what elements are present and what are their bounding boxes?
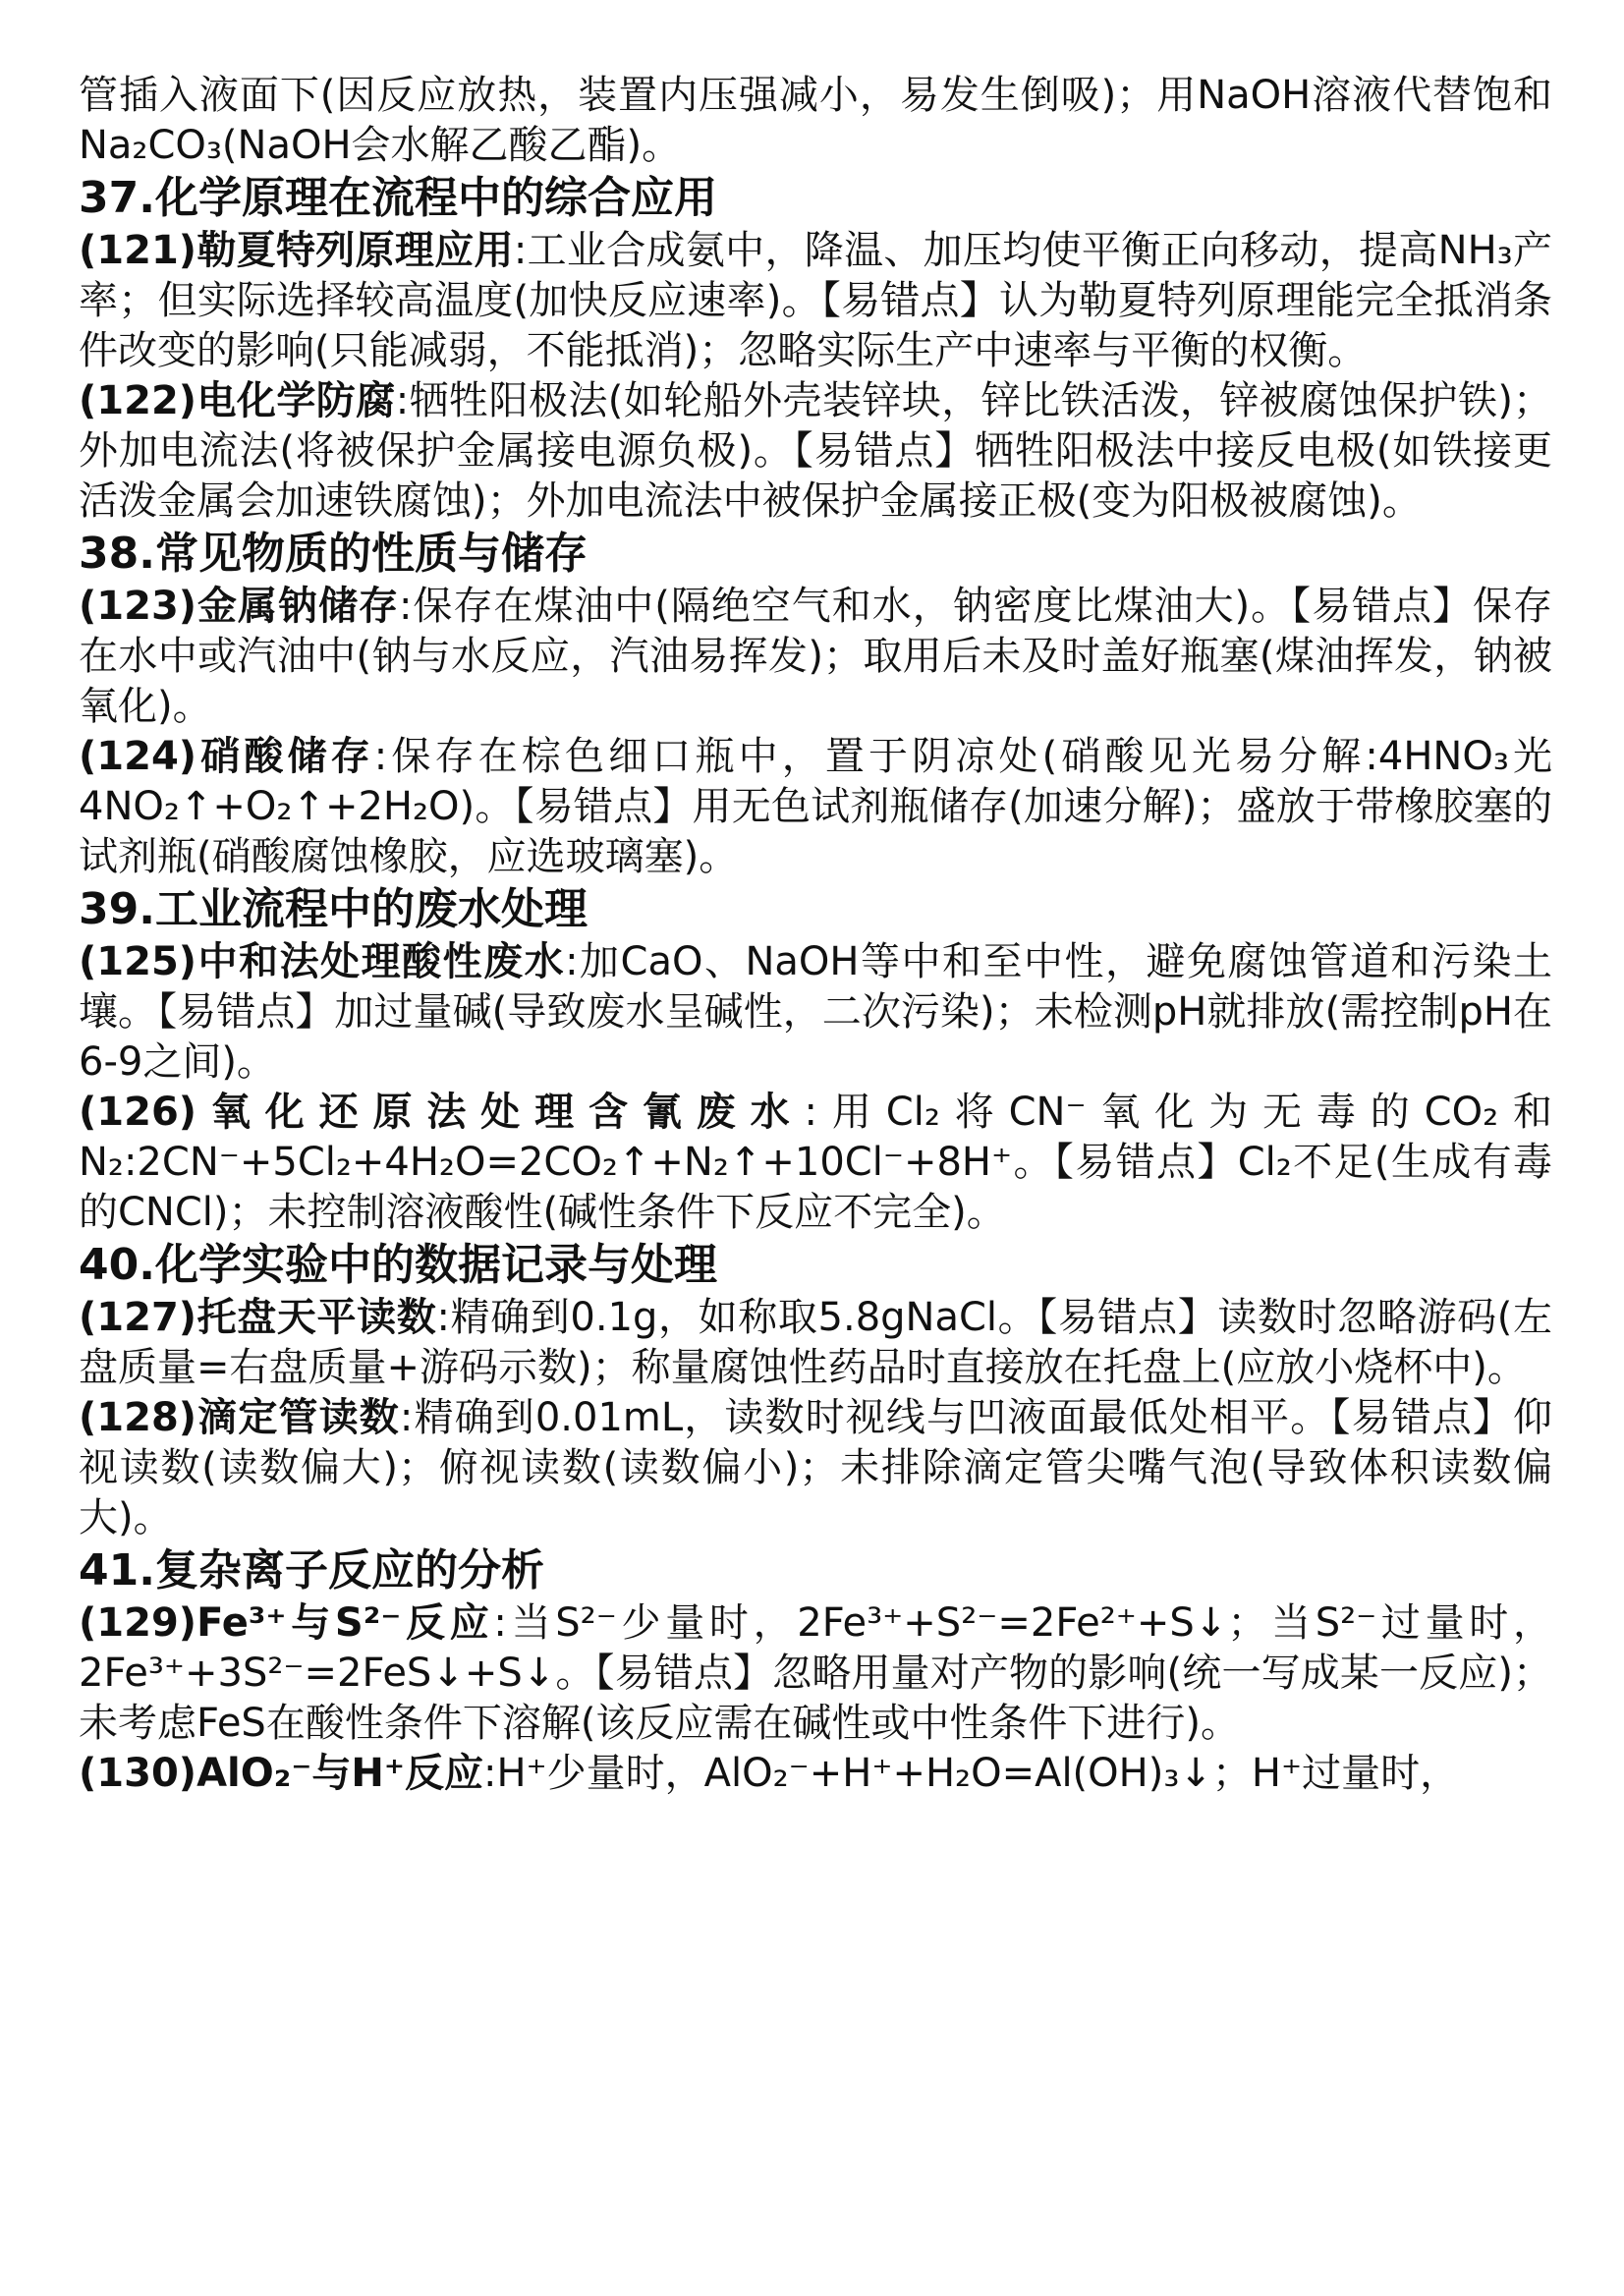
item-130	[79, 1749, 1552, 1799]
section-heading-40: 40.化学实验中的数据记录与处理	[79, 1240, 717, 1290]
item-number: (127)	[79, 1295, 197, 1340]
item-text: :精确到0.01mL，读数时视线与凹液面最低处相平。【易错点】仰视读数(读数偏大)；俯视读数(读数偏小)；未排除滴定管尖嘴气泡(导致体积读数偏大)。	[79, 1395, 1552, 1540]
item-number: (126)	[79, 1090, 197, 1135]
item-text: :H⁺少量时，AlO₂⁻+H⁺+H₂O=Al(OH)₃↓；H⁺过量时，	[482, 1751, 1460, 1796]
item-number: (121)	[79, 228, 197, 273]
item-124	[79, 732, 1552, 882]
item-topic: 托盘天平读数	[196, 1295, 437, 1340]
item-number: (129)	[79, 1600, 197, 1646]
item-127	[79, 1293, 1552, 1393]
intro-paragraph: 管插入液面下(因反应放热，装置内压强减小，易发生倒吸)；用NaOH溶液代替饱和Na₂CO₃(NaOH会水解乙酸乙酯)。	[79, 73, 1552, 168]
item-topic: AlO₂⁻与H⁺反应	[196, 1751, 483, 1796]
item-125	[79, 937, 1552, 1088]
document-page	[79, 71, 1552, 1799]
section-heading-38: 38.常见物质的性质与储存	[79, 529, 588, 579]
item-text: :保存在煤油中(隔绝空气和水，钠密度比煤油大)。【易错点】保存在水中或汽油中(钠与水反应，汽油易挥发)；取用后未及时盖好瓶塞(煤油挥发，钠被氧化)。	[79, 584, 1552, 729]
item-number: (130)	[79, 1751, 197, 1796]
section-heading-41: 41.复杂离子反应的分析	[79, 1545, 544, 1596]
item-text: :当S²⁻少量时，2Fe³⁺+S²⁻=2Fe²⁺+S↓；当S²⁻过量时，2Fe³⁺+3S²⁻=2FeS↓+S↓。【易错点】忽略用量对产物的影响(统一写成某一反应)；未考虑FeS在酸性条件下溶解(该反应需在碱性或中性条件下进行)。	[79, 1600, 1552, 1746]
item-122	[79, 376, 1552, 527]
item-topic: 硝酸储存	[196, 734, 374, 779]
item-text: :牺牲阳极法(如轮船外壳装锌块，锌比铁活泼，锌被腐蚀保护铁)；外加电流法(将被保护金属接电源负极)。【易错点】牺牲阳极法中接反电极(如铁接更活泼金属会加速铁腐蚀)；外加电流法中被保护金属接正极(变为阳极被腐蚀)。	[79, 378, 1553, 524]
item-topic: 滴定管读数	[196, 1395, 400, 1440]
item-121	[79, 226, 1552, 376]
item-topic: Fe³⁺与S²⁻反应	[196, 1600, 494, 1646]
item-129	[79, 1598, 1552, 1749]
section-heading-37: 37.化学原理在流程中的综合应用	[79, 173, 717, 223]
item-number: (122)	[79, 378, 197, 423]
item-number: (128)	[79, 1395, 197, 1440]
item-text: :保存在棕色细口瓶中，置于阴凉处(硝酸见光易分解:4HNO₃光4NO₂↑+O₂↑+2H₂O)。【易错点】用无色试剂瓶储存(加速分解)；盛放于带橡胶塞的试剂瓶(硝酸腐蚀橡胶，应选玻璃塞)。	[79, 734, 1552, 879]
item-topic: 电化学防腐	[196, 378, 396, 423]
item-number: (124)	[79, 734, 197, 779]
item-number: (125)	[79, 939, 197, 984]
item-128	[79, 1393, 1552, 1543]
item-number: (123)	[79, 584, 197, 629]
item-topic: 勒夏特列原理应用	[196, 228, 514, 273]
item-123	[79, 582, 1552, 732]
item-text: :精确到0.1g，如称取5.8gNaCl。【易错点】读数时忽略游码(左盘质量=右盘质量+游码示数)；称量腐蚀性药品时直接放在托盘上(应放小烧杯中)。	[79, 1295, 1552, 1390]
item-text: :加CaO、NaOH等中和至中性，避免腐蚀管道和污染土壤。【易错点】加过量碱(导致废水呈碱性，二次污染)；未检测pH就排放(需控制pH在6-9之间)。	[79, 939, 1552, 1085]
item-topic: 金属钠储存	[196, 584, 399, 629]
section-heading-39: 39.工业流程中的废水处理	[79, 884, 588, 934]
item-text: :用Cl₂将CN⁻氧化为无毒的CO₂和N₂:2CN⁻+5Cl₂+4H₂O=2CO₂↑+N₂↑+10Cl⁻+8H⁺。【易错点】Cl₂不足(生成有毒的CNCl)；未控制溶液酸性(碱性条件下反应不完全)。	[79, 1090, 1552, 1235]
item-topic: 氧化还原法处理含氰废水	[196, 1090, 805, 1135]
item-text: :工业合成氨中，降温、加压均使平衡正向移动，提高NH₃产率；但实际选择较高温度(加快反应速率)。【易错点】认为勒夏特列原理能完全抵消条件改变的影响(只能减弱，不能抵消)；忽略实际生产中速率与平衡的权衡。	[79, 228, 1553, 373]
item-topic: 中和法处理酸性废水	[196, 939, 566, 984]
item-126	[79, 1088, 1552, 1238]
